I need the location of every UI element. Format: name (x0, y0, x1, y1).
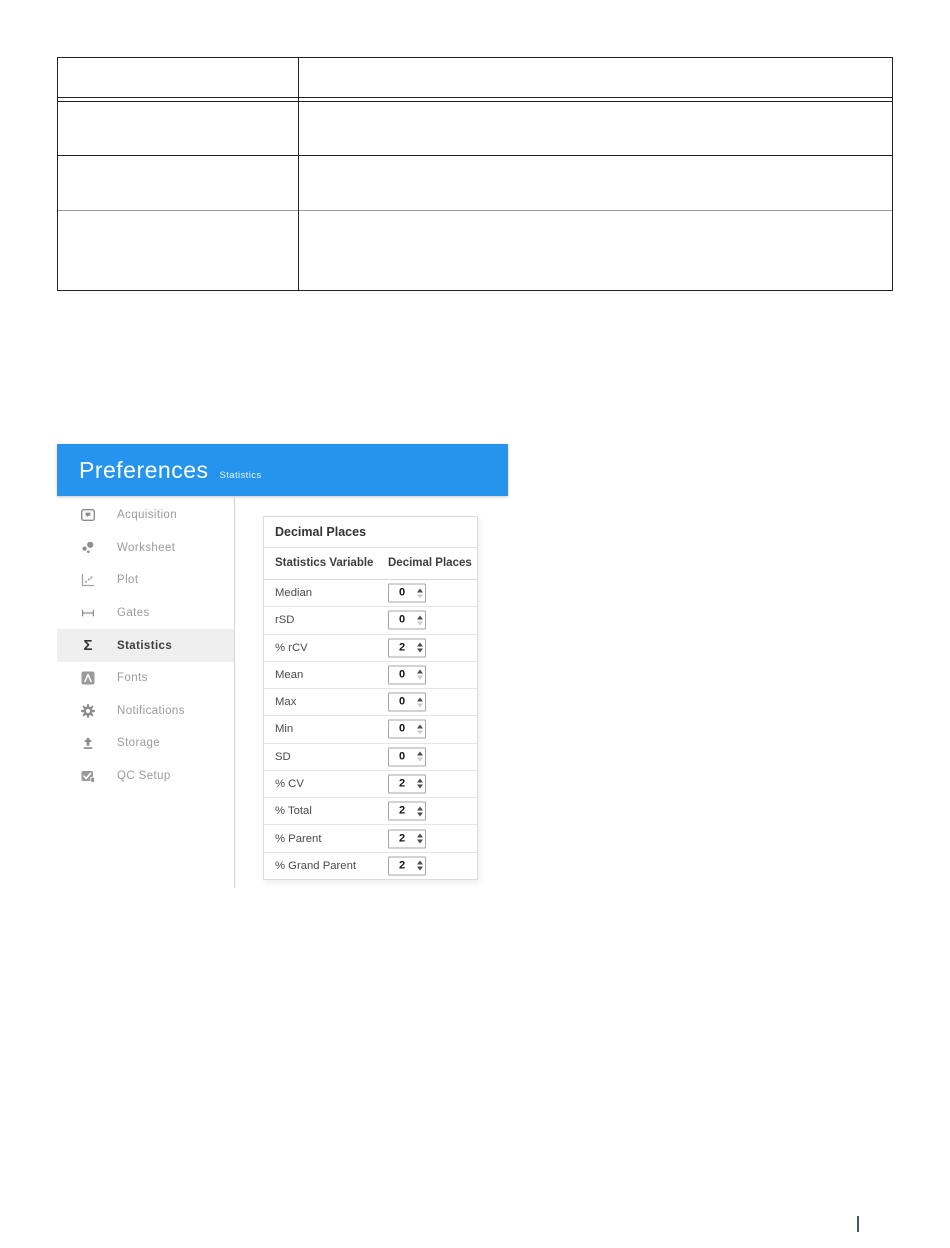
decimal-places-panel (263, 516, 478, 880)
stat-row (264, 689, 477, 716)
stat-label: rSD (275, 614, 295, 627)
table-row (58, 156, 892, 211)
stepper-value[interactable]: 0 (398, 750, 406, 763)
stepper-arrows (415, 666, 425, 683)
table-cell (58, 102, 298, 155)
stat-row (264, 716, 477, 743)
stepper-arrows (415, 748, 425, 765)
stat-label: SD (275, 750, 291, 763)
stat-row (264, 635, 477, 662)
stat-label: % rCV (275, 641, 308, 654)
stepper-down-button[interactable] (417, 812, 423, 816)
stepper-down-button[interactable] (417, 676, 423, 680)
decimal-stepper[interactable] (388, 720, 426, 739)
sidebar-item-gates[interactable] (57, 597, 234, 630)
stepper-down-button[interactable] (417, 649, 423, 653)
decimal-stepper[interactable] (388, 611, 426, 630)
sidebar-item-label: Gates (117, 607, 150, 620)
stat-label: % Grand Parent (275, 859, 357, 872)
stat-row (264, 853, 477, 879)
table-cell (58, 211, 298, 289)
footer-divider (857, 1216, 859, 1232)
decimal-stepper[interactable] (388, 584, 426, 603)
stat-row (264, 744, 477, 771)
sidebar-item-label: Worksheet (117, 541, 176, 554)
stat-row (264, 580, 477, 607)
stepper-arrows (415, 721, 425, 738)
sidebar-item-statistics[interactable] (57, 629, 234, 662)
panel-body (264, 580, 477, 879)
stepper-value[interactable]: 2 (398, 832, 406, 845)
decimal-stepper[interactable] (388, 856, 426, 875)
stepper-up-button[interactable] (417, 588, 423, 592)
stat-label: % Parent (275, 832, 322, 845)
stepper-up-button[interactable] (417, 861, 423, 865)
stepper-arrows (415, 612, 425, 629)
stepper-down-button[interactable] (417, 730, 423, 734)
stepper-value[interactable]: 2 (398, 859, 406, 872)
panel-column-headers (264, 548, 477, 580)
decimal-stepper[interactable] (388, 829, 426, 848)
stepper-up-button[interactable] (417, 806, 423, 810)
page-title: Preferences (79, 457, 209, 483)
sidebar-item-worksheet[interactable] (57, 532, 234, 565)
stepper-value[interactable]: 0 (398, 668, 406, 681)
fonts-icon (80, 670, 96, 686)
decimal-stepper[interactable] (388, 802, 426, 821)
stat-label: % Total (275, 805, 312, 818)
stepper-value[interactable]: 2 (398, 804, 406, 817)
sigma-icon: Σ (83, 636, 93, 654)
table-header-cell (58, 58, 298, 97)
sidebar-item-label: Notifications (117, 704, 185, 717)
stepper-arrows (415, 694, 425, 711)
worksheet-icon (80, 540, 96, 556)
stepper-down-button[interactable] (417, 840, 423, 844)
stepper-arrows (415, 803, 425, 820)
table-cell (298, 156, 892, 210)
stepper-value[interactable]: 0 (398, 722, 406, 735)
sidebar-item-label: Statistics (117, 639, 173, 652)
stepper-arrows (415, 775, 425, 792)
sidebar-item-label: Storage (117, 737, 161, 750)
plot-icon (80, 572, 96, 588)
table-cell (58, 156, 298, 210)
stepper-up-button[interactable] (417, 834, 423, 838)
acquisition-icon (80, 507, 96, 523)
sidebar-item-plot[interactable] (57, 564, 234, 597)
sidebar-item-qc-setup[interactable] (57, 760, 234, 793)
column-header-decimal-places: Decimal Places (388, 557, 472, 569)
stat-label: % CV (275, 777, 304, 790)
stat-label: Median (275, 587, 313, 600)
decimal-stepper[interactable] (388, 665, 426, 684)
stepper-arrows (415, 639, 425, 656)
stat-row (264, 798, 477, 825)
decimal-stepper[interactable] (388, 693, 426, 712)
gates-icon (80, 605, 96, 621)
stat-label: Mean (275, 668, 304, 681)
stepper-down-button[interactable] (417, 703, 423, 707)
sidebar-item-acquisition[interactable] (57, 499, 234, 532)
stepper-down-button[interactable] (417, 594, 423, 598)
document-table (57, 57, 893, 291)
preferences-sidebar (57, 496, 234, 792)
stepper-down-button[interactable] (417, 621, 423, 625)
table-row (58, 102, 892, 156)
table-cell (298, 102, 892, 155)
column-header-statistics-variable: Statistics Variable (275, 557, 374, 569)
sidebar-item-storage[interactable] (57, 727, 234, 760)
stepper-value[interactable]: 2 (398, 777, 406, 790)
stepper-down-button[interactable] (417, 758, 423, 762)
stepper-up-button[interactable] (417, 615, 423, 619)
stepper-down-button[interactable] (417, 785, 423, 789)
header-subtitle: Statistics (219, 470, 262, 481)
sidebar-item-fonts[interactable] (57, 662, 234, 695)
sidebar-item-label: Fonts (117, 672, 148, 685)
table-row (58, 211, 892, 289)
upload-icon (80, 735, 96, 751)
stepper-value[interactable]: 0 (398, 613, 406, 626)
stat-row (264, 771, 477, 798)
table-header-cell (298, 58, 892, 97)
stepper-value[interactable]: 2 (398, 641, 406, 654)
table-row (58, 58, 892, 98)
stepper-value[interactable]: 0 (398, 586, 406, 599)
preferences-header (57, 444, 508, 496)
stepper-up-button[interactable] (417, 670, 423, 674)
stepper-up-button[interactable] (417, 779, 423, 783)
stepper-up-button[interactable] (417, 643, 423, 647)
stat-row (264, 607, 477, 634)
sidebar-item-label: Acquisition (117, 509, 178, 522)
stat-row (264, 825, 477, 852)
decimal-stepper[interactable] (388, 774, 426, 793)
stepper-up-button[interactable] (417, 697, 423, 701)
stepper-up-button[interactable] (417, 752, 423, 756)
decimal-stepper[interactable] (388, 638, 426, 657)
sidebar-item-label: QC Setup (117, 770, 171, 783)
sidebar-divider (234, 496, 235, 888)
table-column-divider (298, 58, 299, 290)
stepper-arrows (415, 585, 425, 602)
stepper-down-button[interactable] (417, 867, 423, 871)
sidebar-item-label: Plot (117, 574, 139, 587)
stat-row (264, 662, 477, 689)
qc-check-icon (80, 768, 96, 784)
table-cell (298, 211, 892, 289)
decimal-stepper[interactable] (388, 747, 426, 766)
stat-label: Max (275, 696, 297, 709)
stat-label: Min (275, 723, 294, 736)
gear-icon (80, 703, 96, 719)
stepper-arrows (415, 830, 425, 847)
sidebar-item-notifications[interactable] (57, 695, 234, 728)
stepper-value[interactable]: 0 (398, 695, 406, 708)
stepper-up-button[interactable] (417, 724, 423, 728)
stepper-arrows (415, 857, 425, 874)
panel-title: Decimal Places (264, 517, 477, 548)
